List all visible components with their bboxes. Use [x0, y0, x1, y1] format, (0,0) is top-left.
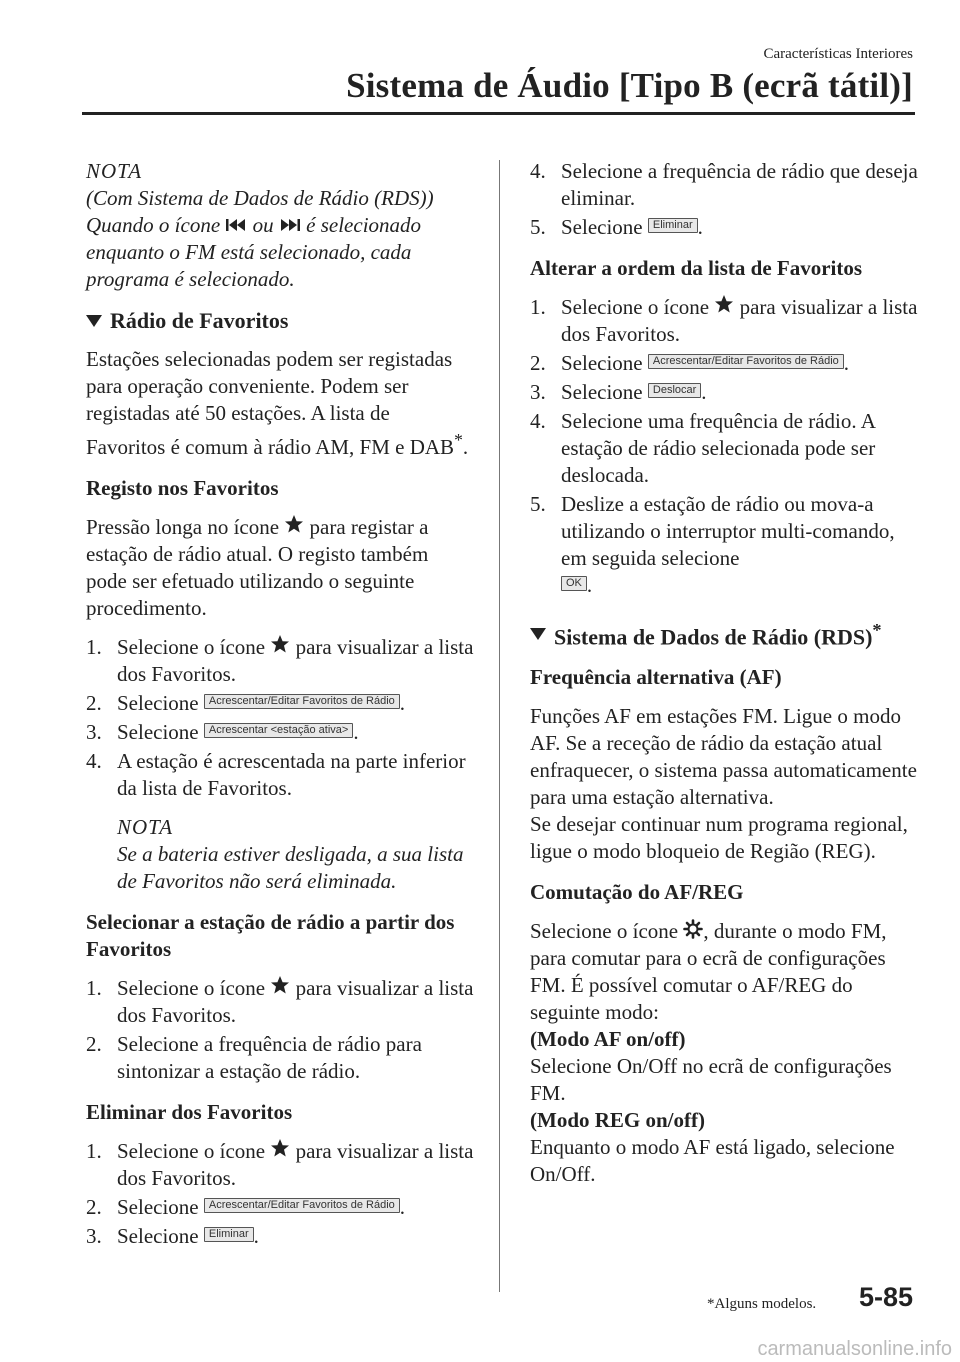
list-text [561, 294, 920, 348]
list-number: 5. [530, 492, 546, 516]
list-item [86, 1194, 474, 1221]
selecionar-steps [86, 975, 474, 1085]
list-text [117, 690, 474, 717]
star-icon [270, 1138, 290, 1158]
subheading-registo: Registo nos Favoritos [86, 476, 279, 500]
note-text: Quando o ícone [86, 213, 221, 237]
list-text-part: Deslize a estação de rádio ou mova-a utilizando o interruptor multi-comando, em seguida selecione [561, 492, 895, 570]
list-text: A estação é acrescentada na parte inferior da lista de Favoritos. [117, 749, 466, 800]
list-number: 1. [86, 976, 102, 1000]
note-text: Se a bateria estiver desligada, a sua lista de Favoritos não será eliminada. [117, 842, 464, 893]
list-item [86, 1138, 474, 1192]
eliminar-button[interactable]: Eliminar [648, 218, 698, 233]
paragraph-text: , durante o modo FM, para comutar para o ecrã de configurações FM. É possível comutar o AF/REG do seguinte modo: [530, 919, 887, 1025]
note-line [86, 212, 474, 239]
list-item [86, 748, 474, 802]
list-number: 1. [86, 635, 102, 659]
list-number: 2. [86, 1195, 102, 1219]
left-column [86, 158, 474, 1262]
list-number: 3. [86, 1224, 102, 1248]
paragraph-registo [86, 514, 474, 622]
section-heading-text [554, 617, 882, 650]
list-text-part: Selecione o ícone [117, 635, 266, 659]
list-text-part: Selecione o ícone [561, 295, 710, 319]
list-item [530, 408, 920, 489]
asterisk: * [454, 430, 463, 450]
list-text [117, 975, 474, 1029]
list-text [117, 634, 474, 688]
list-number: 2. [86, 1032, 102, 1056]
list-text [117, 719, 474, 746]
list-item [86, 1031, 474, 1085]
list-text-part: Selecione [561, 215, 643, 239]
gear-icon [683, 919, 703, 939]
note-battery [117, 814, 474, 895]
add-edit-favorites-button[interactable]: Acrescentar/Editar Favoritos de Rádio [648, 354, 844, 369]
note-line: enquanto o FM está selecionado, cada [86, 240, 412, 264]
star-icon [714, 294, 734, 314]
paragraph-text: . [462, 435, 469, 459]
next-track-icon [279, 217, 301, 233]
list-text-part: . [843, 351, 850, 375]
list-text-part: Selecione [117, 1195, 199, 1219]
subheading-eliminar: Eliminar dos Favoritos [86, 1100, 293, 1124]
add-edit-favorites-button[interactable]: Acrescentar/Editar Favoritos de Rádio [204, 694, 400, 709]
list-text-part: Selecione o ícone [117, 1139, 266, 1163]
list-text-part: Selecione [561, 380, 643, 404]
paragraph-favorites [86, 346, 474, 461]
footer-note: *Alguns modelos. [707, 1296, 817, 1312]
list-item [530, 491, 920, 599]
list-text-part: . [399, 1195, 406, 1219]
note-rds [86, 158, 474, 293]
subheading-af: Frequência alternativa (AF) [530, 665, 782, 690]
list-text-part: para visualizar a lista dos Favoritos. [117, 1139, 474, 1190]
list-item [530, 214, 920, 241]
star-icon [270, 634, 290, 654]
list-item [530, 158, 920, 212]
star-icon [270, 975, 290, 995]
list-text [117, 1194, 474, 1221]
list-text-part: Selecione o ícone [117, 976, 266, 1000]
add-active-station-button[interactable]: Acrescentar <estação ativa> [204, 723, 353, 738]
list-text-part: . [399, 691, 406, 715]
eliminar-steps-continued [530, 158, 920, 241]
list-text-part: para visualizar a lista dos Favoritos. [117, 976, 474, 1027]
section-title: Sistema de Áudio [Tipo B (ecrã tátil)] [346, 66, 913, 105]
triangle-icon [86, 315, 102, 327]
list-text-part: . [697, 215, 703, 239]
add-edit-favorites-button[interactable]: Acrescentar/Editar Favoritos de Rádio [204, 1198, 400, 1213]
note-title: NOTA [117, 815, 174, 839]
list-text [561, 491, 920, 599]
header-rule [82, 112, 915, 115]
list-text [117, 1223, 474, 1250]
paragraph-reg: Se desejar continuar num programa regional, ligue o modo bloqueio de Região (REG). [530, 812, 908, 864]
list-number: 2. [530, 351, 546, 375]
paragraph-text: Pressão longa no ícone [86, 515, 280, 539]
list-text: Selecione a frequência de rádio que deseja eliminar. [561, 159, 918, 210]
subheading-comutacao: Comutação do AF/REG [530, 880, 744, 905]
note-text: é selecionado [306, 213, 422, 237]
list-text [561, 214, 920, 241]
ok-button[interactable]: OK [561, 576, 587, 591]
column-divider [499, 160, 500, 1292]
mode-af-text: Selecione On/Off no ecrã de configurações FM. [530, 1054, 892, 1106]
note-text: ou [252, 213, 274, 237]
section-heading-rds [530, 617, 920, 650]
paragraph-text: Estações selecionadas podem ser registadas para operação conveniente. Podem ser registadas até 50 estações. A lista de Favoritos é comum à rádio AM, FM e DAB [86, 347, 455, 459]
mode-reg-text: Enquanto o modo AF está ligado, selecione On/Off. [530, 1135, 895, 1187]
chapter-title: Características Interiores [763, 46, 913, 62]
watermark: carmanualsonline.info [757, 1338, 952, 1360]
deslocar-button[interactable]: Deslocar [648, 383, 701, 398]
list-text [117, 1138, 474, 1192]
right-column [530, 158, 920, 1188]
list-text-part: Selecione [561, 351, 643, 375]
triangle-icon [530, 628, 546, 640]
list-text-part: para visualizar a lista dos Favoritos. [561, 295, 918, 346]
section-heading-favorites [86, 307, 474, 334]
list-number: 1. [86, 1139, 102, 1163]
list-item [86, 719, 474, 746]
page-number: 5-85 [858, 1282, 913, 1312]
list-item [530, 294, 920, 348]
list-number: 4. [530, 159, 546, 183]
list-text-part: Selecione [117, 1224, 199, 1248]
list-item [86, 1223, 474, 1250]
asterisk: * [872, 620, 882, 640]
subheading-alterar: Alterar a ordem da lista de Favoritos [530, 256, 863, 280]
list-text: Selecione uma frequência de rádio. A estação de rádio selecionada pode ser deslocada. [561, 409, 876, 487]
list-text-part: . [353, 720, 359, 744]
mode-af-heading: (Modo AF on/off) [530, 1027, 686, 1052]
list-item [530, 350, 920, 377]
list-number: 4. [86, 749, 102, 773]
list-text-part: para visualizar a lista dos Favoritos. [117, 635, 474, 686]
list-text: Selecione a frequência de rádio para sintonizar a estação de rádio. [117, 1032, 422, 1083]
list-item [86, 975, 474, 1029]
mode-reg-heading: (Modo REG on/off) [530, 1108, 705, 1133]
note-subtitle: (Com Sistema de Dados de Rádio (RDS)) [86, 186, 434, 210]
subheading-selecionar: Selecionar a estação de rádio a partir dos Favoritos [86, 910, 455, 961]
list-number: 4. [530, 409, 546, 433]
paragraph-comutacao [530, 918, 920, 1026]
list-number: 3. [86, 720, 102, 744]
previous-track-icon [225, 217, 247, 233]
list-text-part: . [586, 573, 593, 597]
list-text-part: Selecione [117, 691, 199, 715]
list-item [530, 379, 920, 406]
section-heading-label: Sistema de Dados de Rádio (RDS) [554, 624, 873, 650]
paragraph-text: Selecione o ícone [530, 919, 679, 944]
paragraph-text: para registar a estação de rádio atual. O registo também pode ser efetuado utilizando o seguinte procedimento. [86, 515, 429, 620]
alterar-steps [530, 294, 920, 599]
note-line: programa é selecionado. [86, 267, 295, 291]
list-number: 5. [530, 215, 546, 239]
list-number: 2. [86, 691, 102, 715]
list-text-part: Selecione [117, 720, 199, 744]
registo-steps [86, 634, 474, 802]
list-item [86, 634, 474, 688]
eliminar-steps [86, 1138, 474, 1250]
paragraph-af: Funções AF em estações FM. Ligue o modo AF. Se a receção de rádio da estação atual enfraquecer, o sistema passa automaticamente para uma estação alternativa. [530, 704, 917, 810]
note-title: NOTA [86, 159, 143, 183]
star-icon [284, 514, 304, 534]
list-item [86, 690, 474, 717]
list-text-part: . [253, 1224, 259, 1248]
list-text [561, 350, 920, 377]
list-number: 3. [530, 380, 546, 404]
list-number: 1. [530, 295, 546, 319]
list-text [561, 379, 920, 406]
section-heading-text: Rádio de Favoritos [110, 308, 289, 333]
eliminar-button[interactable]: Eliminar [204, 1227, 254, 1242]
list-text-part: . [701, 380, 707, 404]
